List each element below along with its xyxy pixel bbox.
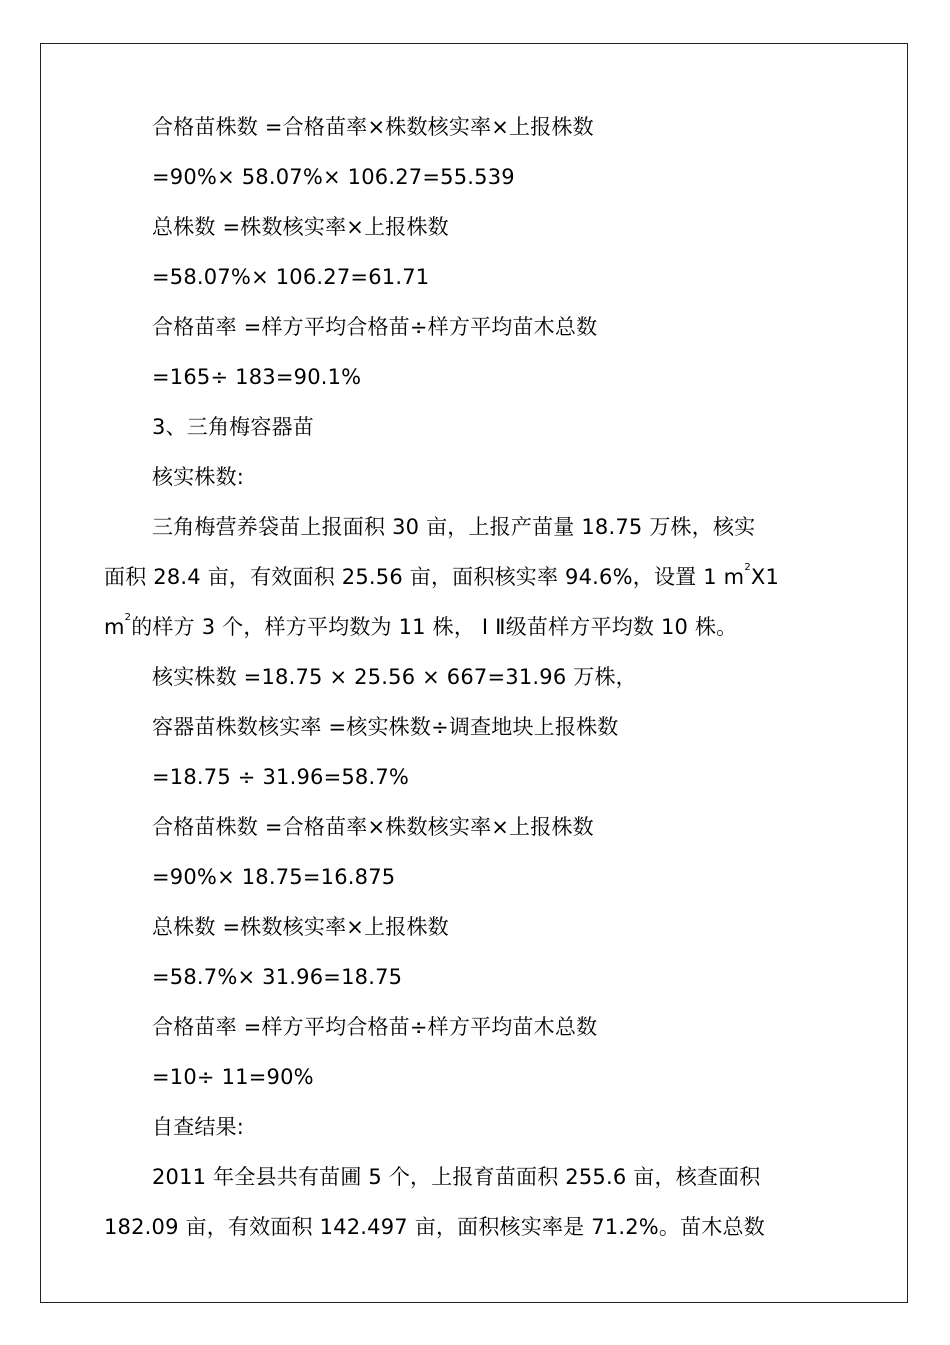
paragraph-line <box>104 563 779 591</box>
superscript: 2 <box>124 612 132 623</box>
formula-qualified-rate: 合格苗率 =样方平均合格苗÷样方平均苗木总数 <box>152 315 598 339</box>
formula-qualified-count: 合格苗株数 =合格苗率×株数核实率×上报株数 <box>152 815 594 839</box>
section-heading: 3、三角梅容器苗 <box>152 415 314 439</box>
paragraph-text: X1 <box>750 565 780 589</box>
formula-line: =58.07%× 106.27=61.71 <box>152 265 430 289</box>
formula-line: =90%× 18.75=16.875 <box>152 865 396 889</box>
formula-line: =10÷ 11=90% <box>152 1065 314 1089</box>
superscript: 2 <box>744 562 751 573</box>
formula-line: =165÷ 183=90.1% <box>152 365 362 389</box>
formula-verification-rate: 容器苗株数核实率 =核实株数÷调查地块上报株数 <box>152 715 619 739</box>
formula-verified-count: 核实株数 =18.75 × 25.56 × 667=31.96 万株， <box>152 665 637 689</box>
subheading-self-check: 自查结果: <box>152 1115 245 1139</box>
formula-line: =90%× 58.07%× 106.27=55.539 <box>152 165 515 189</box>
paragraph-text: 的样方 3 个，样方平均数为 11 株， Ⅰ Ⅱ级苗样方平均数 10 株。 <box>131 615 738 639</box>
formula-line: =18.75 ÷ 31.96=58.7% <box>152 765 410 789</box>
formula-total-count: 总株数 =株数核实率×上报株数 <box>152 915 449 939</box>
paragraph-line: 三角梅营养袋苗上报面积 30 亩，上报产苗量 18.75 万株，核实 <box>152 515 756 539</box>
paragraph-line: 2011 年全县共有苗圃 5 个，上报育苗面积 255.6 亩，核查面积 <box>152 1165 761 1189</box>
formula-qualified-count: 合格苗株数 =合格苗率×株数核实率×上报株数 <box>152 115 594 139</box>
formula-line: =58.7%× 31.96=18.75 <box>152 965 403 989</box>
paragraph-text: 面积 28.4 亩，有效面积 25.56 亩，面积核实率 94.6%，设置 1 m <box>104 565 745 589</box>
paragraph-line: 182.09 亩，有效面积 142.497 亩，面积核实率是 71.2%。苗木总数 <box>104 1215 765 1239</box>
paragraph-text: m <box>104 615 125 639</box>
formula-qualified-rate: 合格苗率 =样方平均合格苗÷样方平均苗木总数 <box>152 1015 598 1039</box>
paragraph-line <box>104 613 737 641</box>
subheading-verified-count: 核实株数: <box>152 465 245 489</box>
formula-total-count: 总株数 =株数核实率×上报株数 <box>152 215 449 239</box>
